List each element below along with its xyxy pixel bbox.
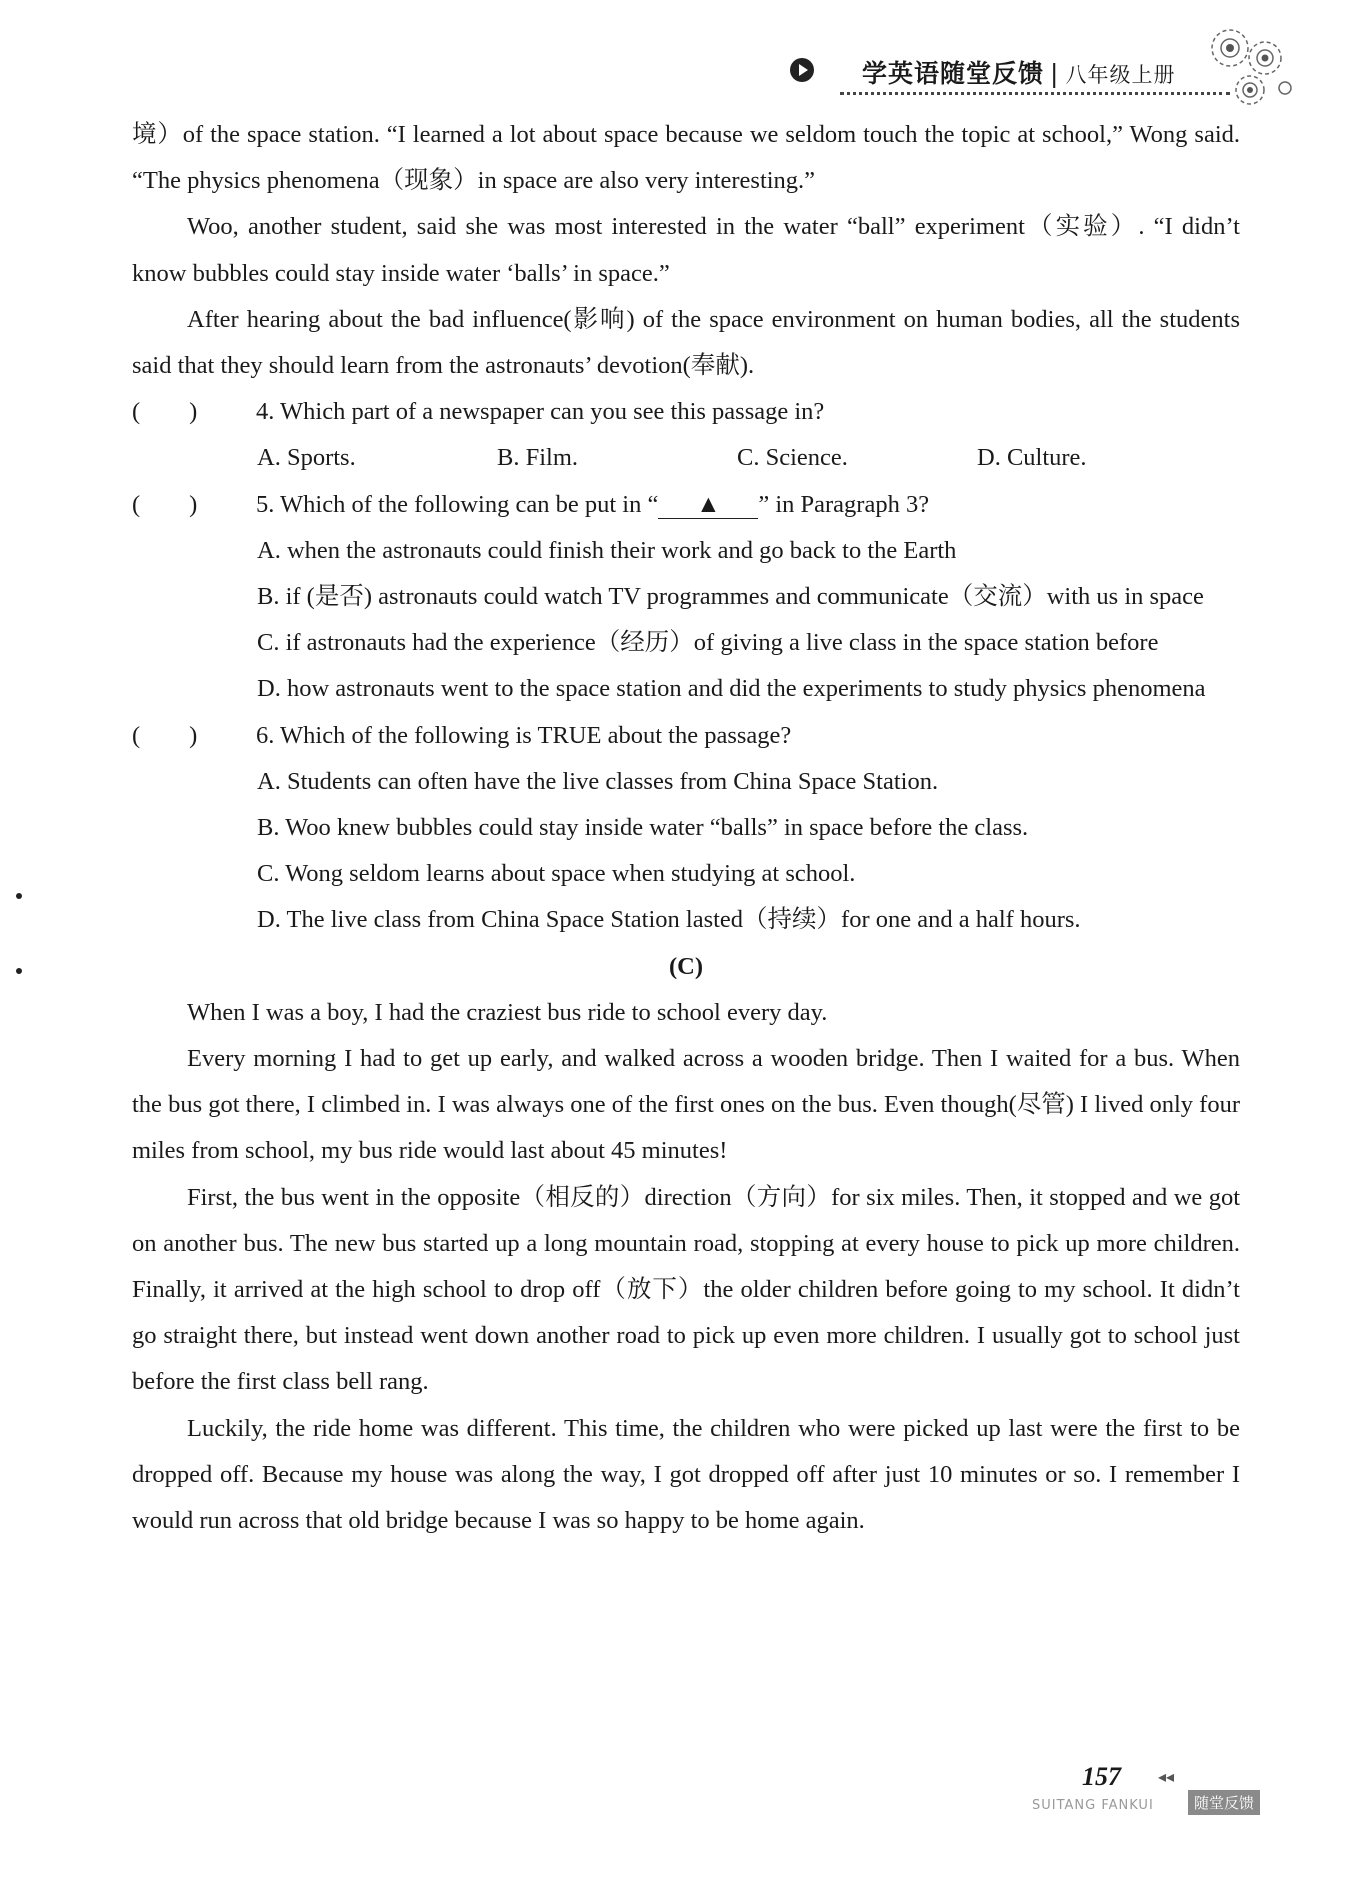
stem-part: 5. Which of the following can be put in “ — [256, 490, 659, 518]
answer-bracket[interactable]: ( ) — [132, 490, 198, 518]
paragraph: Every morning I had to get up early, and walked across a wooden bridge. Then I waited for a bus. When the bus got there, I climbed in. I was always one of the first ones on the bus. Even though(尽管) I lived only four miles from school, my bus ride would last about 45 minutes! — [132, 1045, 1240, 1165]
question-stem — [256, 482, 929, 528]
header-dotted-rule — [840, 92, 1230, 95]
page-content — [132, 112, 1240, 1544]
page-number: 157 — [1082, 1762, 1121, 1791]
question-stem-line — [132, 713, 1240, 759]
book-title — [862, 54, 1175, 90]
option-c: C. Science. — [737, 444, 848, 472]
header-title-text: 学英语随堂反馈 — [862, 59, 1045, 88]
page-header — [790, 52, 1230, 92]
option-b: B. Film. — [497, 444, 579, 472]
question-stem: 4. Which part of a newspaper can you see this passage in? — [256, 398, 825, 426]
header-separator: | — [1050, 59, 1060, 88]
option-c: C. if astronauts had the experience（经历）of giving a live class in the space station before — [257, 629, 1159, 657]
option-d: D. Culture. — [977, 444, 1087, 472]
footer-brand: SUITANG FANKUI — [1032, 1798, 1154, 1813]
question-stem-line — [132, 482, 1240, 528]
option-c: C. Wong seldom learns about space when studying at school. — [257, 860, 856, 888]
answer-bracket[interactable]: ( ) — [132, 398, 198, 426]
footer-badge: 随堂反馈 — [1188, 1790, 1260, 1815]
section-heading: (C) — [668, 952, 703, 980]
question-4 — [132, 389, 1240, 481]
option-row — [132, 435, 1240, 481]
option-d: D. The live class from China Space Station lasted（持续）for one and a half hours. — [257, 906, 1081, 934]
paragraph: When I was a boy, I had the craziest bus ride to school every day. — [187, 998, 828, 1026]
stem-part: ” in Paragraph 3? — [758, 490, 930, 518]
margin-mark — [16, 968, 22, 974]
paragraph: First, the bus went in the opposite（相反的）direction（方向）for six miles. Then, it stopped and we got on another bus. The new bus started up a long mountain road, stopping at every house to pick up more children. Finally, it arrived at the high school to drop off（放下）the older children before going to my school. It didn’t go straight there, but instead went down another road to pick up even more children. I usually got to school just before the first class bell rang. — [132, 1183, 1240, 1396]
question-5 — [132, 482, 1240, 713]
option-a: A. when the astronauts could finish their work and go back to the Earth — [257, 536, 957, 564]
question-6 — [132, 713, 1240, 944]
triangle-blank-icon: ▲ — [658, 492, 758, 519]
option-a: A. Sports. — [257, 444, 356, 472]
option-a: A. Students can often have the live classes from China Space Station. — [257, 767, 939, 795]
flower-decoration-icon — [1195, 18, 1305, 118]
paragraph: Luckily, the ride home was different. This time, the children who were picked up last were the first to be dropped off. Because my house was along the way, I got dropped off after just 10 minutes or so. I remember I would run across that old bridge because I was so happy to be home again. — [132, 1414, 1240, 1535]
option-d: D. how astronauts went to the space station and did the experiments to study physics phenomena — [257, 675, 1206, 703]
paragraph: After hearing about the bad influence(影响) of the space environment on human bodies, all the students said that they should learn from the astronauts’ devotion(奉献). — [132, 305, 1240, 380]
question-stem: 6. Which of the following is TRUE about the passage? — [256, 721, 792, 749]
margin-mark — [16, 893, 22, 899]
answer-bracket[interactable]: ( ) — [132, 721, 198, 749]
question-stem-line — [132, 389, 1240, 435]
paragraph: 境）of the space station. “I learned a lot about space because we seldom touch the topic at school,” Wong said. “The physics phenomena（现象）in space are also very interesting.” — [132, 121, 1240, 195]
play-circle-icon — [790, 58, 814, 82]
arrows-icon: ◂◂ — [1158, 1767, 1175, 1786]
option-b: B. if (是否) astronauts could watch TV programmes and communicate（交流）with us in space — [257, 583, 1204, 611]
header-grade: 八年级上册 — [1065, 63, 1176, 87]
option-b: B. Woo knew bubbles could stay inside water “balls” in space before the class. — [257, 814, 1029, 842]
paragraph: Woo, another student, said she was most interested in the water “ball” experiment（实验）. “I didn’t know bubbles could stay inside water ‘balls’ in space.” — [132, 213, 1240, 287]
